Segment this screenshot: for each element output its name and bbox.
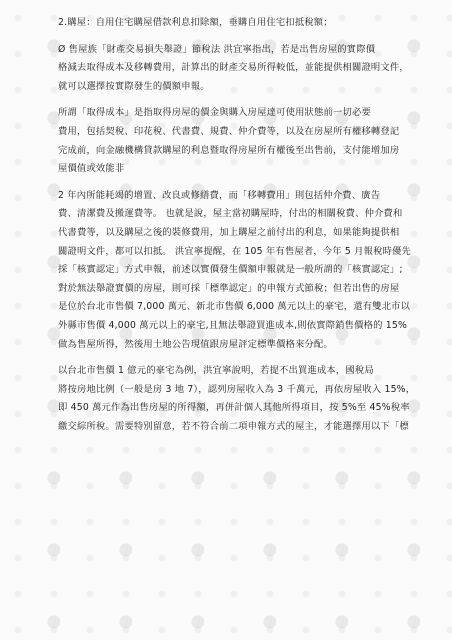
text-line: 屋價值或效能非: [58, 163, 125, 175]
text-line: 代書費等，以及購屋之後的裝修費用，加上購屋之前付出的利息，如果能夠提供相: [58, 226, 400, 238]
paragraph-acquisition-cost: [58, 104, 418, 178]
text-line: 對於無法舉證實價的房屋，則可採「標準認定」的申報方式節稅；但若出售的房屋: [58, 282, 400, 294]
text-line: 完成前，向金融機構貸款購屋的利息暨取得房屋所有權後至出售前，支付能增加房: [58, 144, 400, 156]
text-line: 外縣市售價 4,000 萬元以上的豪宅,且無法舉證買進成本,則依實際銷售價格的 15%: [58, 319, 407, 331]
text-line: 所謂「取得成本」是指取得房屋的價金與購入房屋達可使用狀態前一切必要: [58, 107, 371, 119]
text-line: 是位於台北市售價 7,000 萬元、新北市售價 6,000 萬元以上的豪宅，還有雙北市以: [58, 301, 411, 313]
text-line: 做為售屋所得，然後用土地公告現值跟房屋評定標準價格來分配。: [58, 338, 334, 350]
paragraph-loss-proof: [58, 41, 418, 97]
paragraph-example: [58, 362, 418, 436]
paragraph-home-purchase: [58, 14, 418, 33]
text-line: 採「核實認定」方式申報，前述以實價發生價額申報就是一般所謂的「核實認定」;: [58, 264, 403, 276]
document-body: [58, 14, 418, 436]
text-line: 關證明文件，都可以扣抵。 洪宜寧提醒，在 105 年有售屋者，今年 5 月報稅時優先: [58, 245, 412, 257]
text-line: Ø 售屋族「財產交易損失舉證」節稅法 洪宜寧指出，若是出售房屋的實際價: [58, 43, 376, 55]
text-line: 費、清潔費及搬運費等。 也就是說，屋主當初購屋時，付出的相關稅費、仲介費和: [58, 208, 403, 220]
text-line: 即 450 萬元作為出售房屋的所得額，再併計個人其他所得項目，按 5%至 45%稅率: [58, 402, 410, 414]
paragraph-transfer-fees: [58, 187, 418, 354]
text-line: 格減去取得成本及移轉費用，計算出的財產交易所得較低，並能提供相關證明文件，: [58, 62, 409, 74]
text-line: 繳交綜所稅。需要特別留意，若不符合前二項申報方式的屋主，才能選擇用以下「標: [58, 420, 409, 432]
text-line: 費用，包括契稅、印花稅、代書費、規費、仲介費等，以及在房屋所有權移轉登記: [58, 125, 400, 137]
text-line: 就可以選擇按實際發生的價額申報。: [58, 80, 210, 92]
text-line: 將按房地比例（一般是房 3 地 7），認列房屋收入為 3 千萬元，再依房屋收入 15%，: [58, 383, 416, 395]
text-line: 2.購屋：自用住宅購屋借款利息扣除額，垂購自用住宅扣抵稅額；: [58, 17, 333, 28]
text-line: 2 年內所能耗竭的增置、改良或修繕費，而「移轉費用」則包括仲介費、廣告: [58, 189, 381, 201]
text-line: 以台北市售價 1 億元的豪宅為例，洪宜寧說明，若提不出買進成本，國稅局: [58, 365, 374, 377]
